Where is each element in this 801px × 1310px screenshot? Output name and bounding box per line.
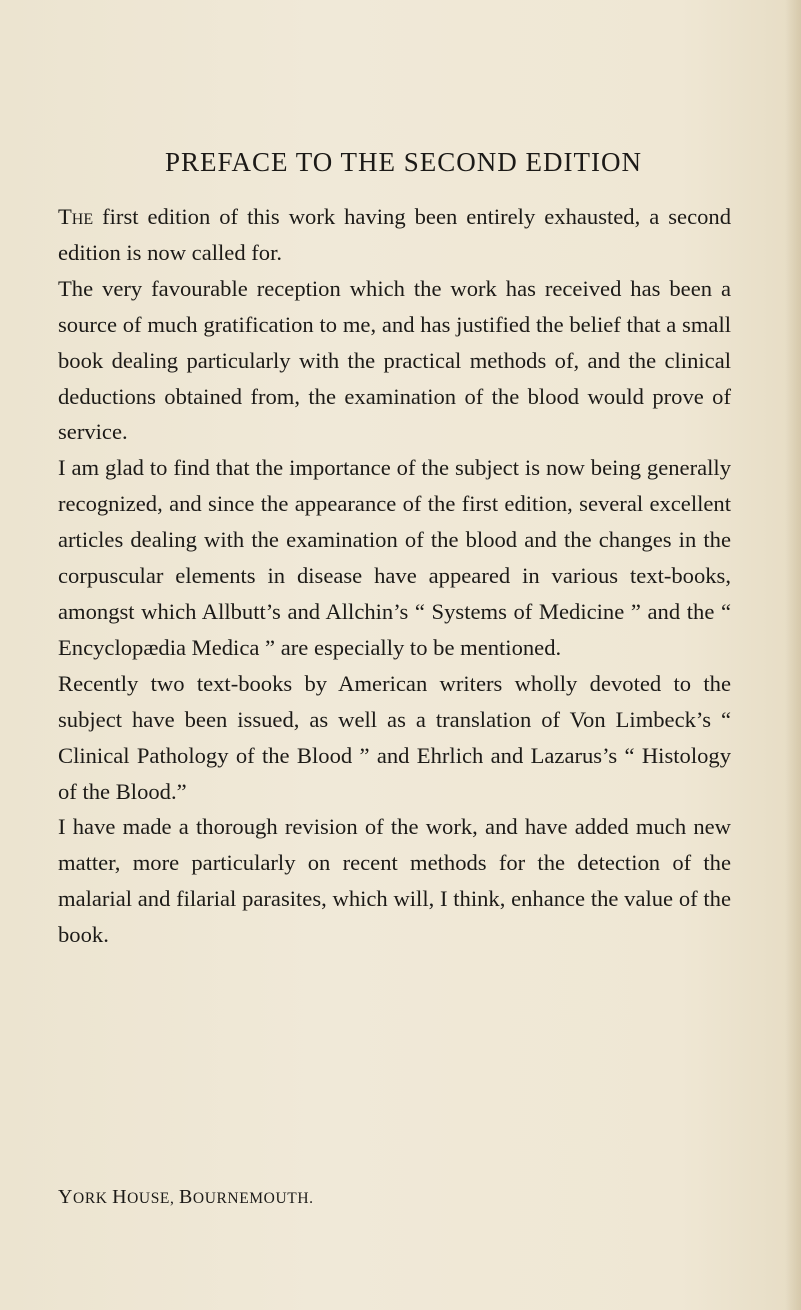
- paragraph-3: I am glad to find that the importance of the subject is now being generally recognized, and since the appearance of the first edition, several excellent articles dealing with the examination of the blood and the changes in the corpuscular elements in disease have appeared in various text-books, amongst which Allbutt’s and Allchin’s “ Systems of Medicine ” and the “ Encyclopædia Medica ” are especially to be mentioned.: [58, 455, 731, 660]
- page-edge-shading: [785, 0, 801, 1310]
- preface-body: [58, 199, 731, 953]
- signature-cap-h: H: [112, 1186, 128, 1208]
- signature-word-ouse: OUSE,: [127, 1190, 175, 1207]
- paragraph-4: Recently two text-books by American writers wholly devoted to the subject have been issued, as well as a translation of Von Limbeck’s “ Clinical Pathology of the Blood ” and Ehrlich and Lazarus’s “ Histology of the Blood.”: [58, 670, 731, 804]
- paragraph-1-lead-word: The: [58, 204, 94, 229]
- signature-word-ork: ORK: [73, 1190, 108, 1207]
- paragraph-5: I have made a thorough revision of the work, and have added much new matter, more particularly on recent methods for the detection of the malarial and filarial parasites, which will, I think, enhance the value of the book.: [58, 814, 731, 948]
- signature-cap-b: B: [178, 1186, 193, 1208]
- page-title: PREFACE TO THE SECOND EDITION: [164, 147, 643, 177]
- signature-place: [58, 1186, 314, 1209]
- signature-word-ournemouth: OURNEMOUTH.: [192, 1190, 314, 1207]
- paragraph-1-text: first edition of this work having been entirely exhausted, a second edition is now called for.: [58, 204, 731, 265]
- signature-cap-y: Y: [58, 1186, 74, 1208]
- paragraph-1: [58, 199, 731, 271]
- paragraph-2: The very favourable reception which the work has received has been a source of much gratification to me, and has justified the belief that a small book dealing particularly with the practical methods of, and the clinical deductions obtained from, the examination of the blood would prove of service.: [58, 275, 731, 445]
